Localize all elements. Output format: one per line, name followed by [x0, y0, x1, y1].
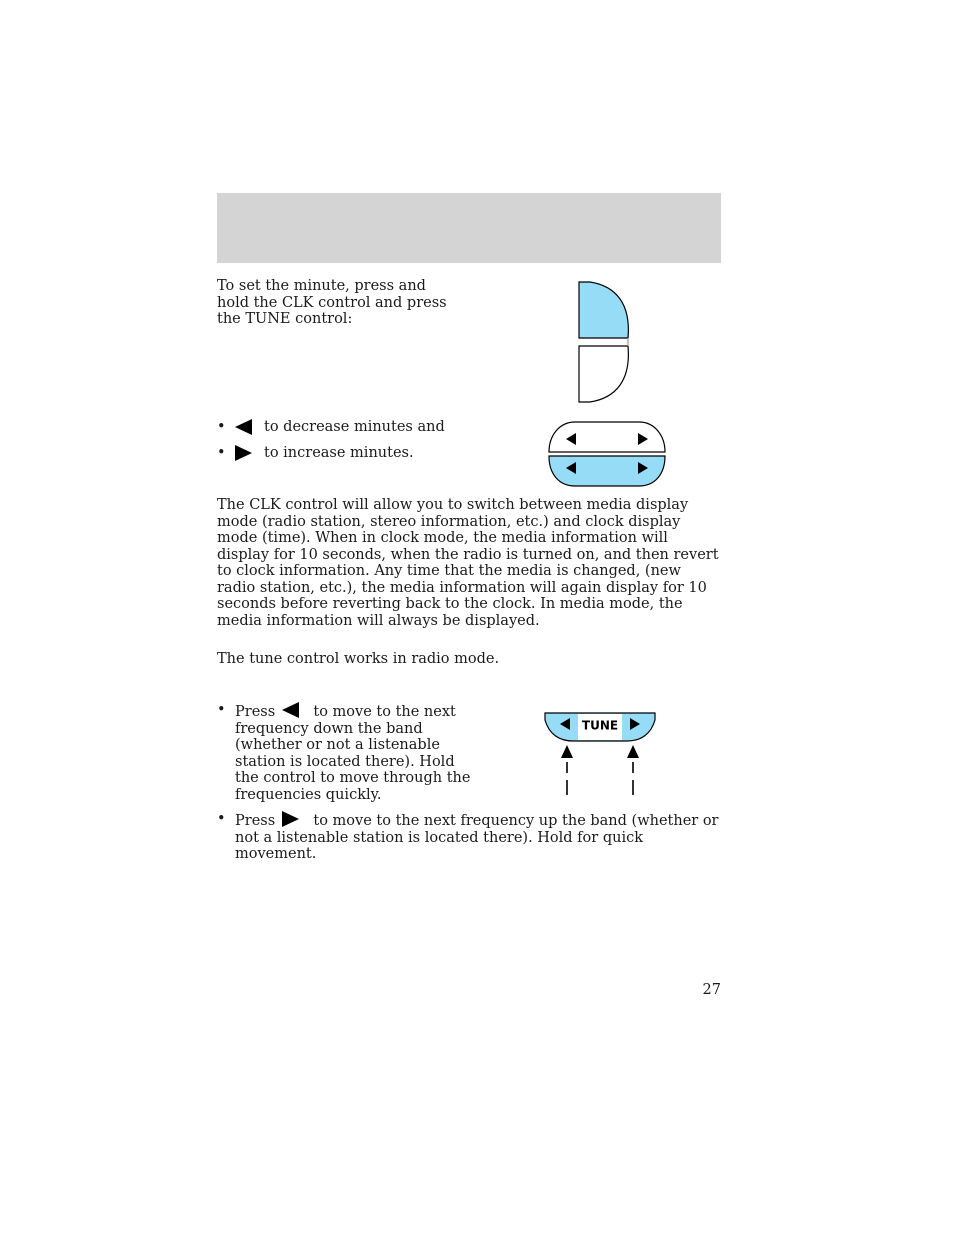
bullet-text: to decrease minutes and: [264, 419, 445, 435]
bullet-decrease-minutes: [217, 419, 445, 436]
bullet-text: to move to the next frequency up the band (whether or not a listenable station is located there). Hold for quick movement.: [235, 813, 719, 862]
left-arrow-icon: [282, 702, 299, 718]
rocker-upper-half: [549, 422, 665, 452]
rocker-lower-half-highlighted: [549, 456, 665, 486]
bullet-dot: •: [217, 811, 226, 827]
section-header-band: [217, 193, 721, 263]
clk-upper-button-highlighted: [579, 282, 628, 338]
bullet-text: to increase minutes.: [264, 445, 414, 461]
bullet-increase-minutes: [217, 445, 414, 462]
tune-button-illustration: [541, 710, 659, 798]
bullet-text: to move to the next frequency down the band (whether or not a listenable station is located there). Hold the control to move through the frequencies quickly.: [235, 704, 471, 803]
pointer-arrow-right: [627, 745, 639, 758]
pointer-arrow-left: [561, 745, 573, 758]
right-arrow-icon: [282, 811, 299, 827]
tune-intro-text: The tune control works in radio mode.: [217, 651, 500, 667]
clk-intro-text: To set the minute, press and hold the CLK control and press the TUNE control:: [217, 278, 447, 327]
right-arrow-icon: [235, 445, 252, 461]
bullet-prefix: Press: [235, 813, 276, 829]
bullet-tune-down: [217, 702, 472, 803]
bullet-dot: •: [217, 445, 226, 461]
bullet-tune-up: [217, 811, 721, 863]
tune-rocker-illustration: [545, 418, 669, 490]
bullet-prefix: Press: [235, 704, 276, 720]
clk-description-text: The CLK control will allow you to switch between media display mode (radio station, stereo information, etc.) and clock display mode (time). When in clock mode, the media information will display for 10 seconds, when the radio is turned on, and then revert to clock information. Any time that the media is changed, (new radio station, etc.), the media information will again display for 10 seconds before reverting back to the clock. In media mode, the media information will always be displayed.: [217, 497, 719, 629]
bullet-dot: •: [217, 702, 226, 718]
clk-button-illustration: [570, 278, 636, 408]
left-arrow-icon: [235, 419, 252, 435]
page-number: 27: [702, 982, 721, 998]
clk-lower-button: [579, 346, 628, 402]
bullet-dot: •: [217, 419, 226, 435]
tune-button-label: TUNE: [581, 718, 619, 733]
